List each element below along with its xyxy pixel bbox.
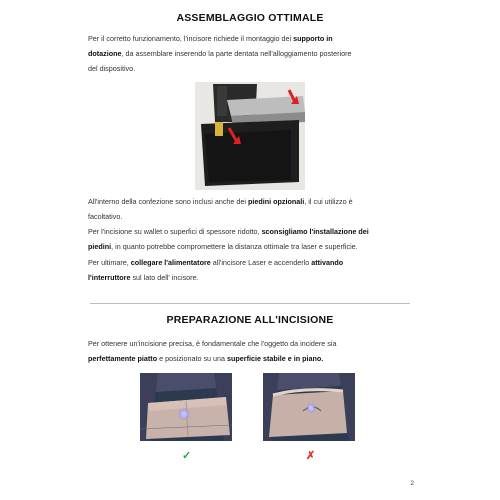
- correct-check-icon: ✓: [182, 450, 192, 462]
- section-heading-preparazione: PREPARAZIONE ALL'INCISIONE: [166, 314, 334, 326]
- text-span: All'interno della confezione sono inclusi anche dei: [88, 197, 248, 206]
- text-span: facoltativo.: [88, 212, 123, 221]
- flat-wallet-photo: [140, 373, 232, 441]
- preparation-paragraph: [88, 336, 414, 366]
- wrong-cross-icon: ✗: [306, 450, 316, 462]
- text-span: sul lato dell' incisore.: [130, 273, 199, 282]
- text-span: e posizionato su una: [157, 354, 228, 363]
- bold-text-span: l'interruttore: [88, 273, 131, 282]
- bold-text-span: superficie stabile e in piano.: [227, 354, 324, 363]
- bold-text-span: sconsigliamo l'installazione dei: [261, 227, 369, 236]
- text-span: , in quanto potrebbe compromettere la distanza ottimale tra laser e superficie.: [111, 242, 358, 251]
- text-span: Per il corretto funzionamento, l'incisore richiede il montaggio dei: [88, 34, 294, 43]
- bold-text-span: collegare l'alimentatore: [130, 258, 211, 267]
- warped-wallet-photo: [263, 373, 355, 441]
- bold-text-span: supporto in: [293, 34, 333, 43]
- power-paragraph: [88, 255, 414, 285]
- page-number: 2: [410, 480, 414, 487]
- text-span: , il cui utilizzo è: [304, 197, 353, 206]
- section-divider: [90, 303, 410, 304]
- text-span: del dispositivo.: [88, 64, 136, 73]
- bold-text-span: piedini opzionali: [248, 197, 305, 206]
- text-span: Per l'incisione su wallet o superfici di spessore ridotto,: [88, 227, 262, 236]
- bold-text-span: dotazione: [88, 49, 122, 58]
- assembly-paragraph: [88, 31, 414, 76]
- text-span: Per ottenere un'incisione precisa, è fondamentale che l'oggetto da incidere sia: [88, 339, 337, 348]
- optional-feet-paragraph: [88, 194, 414, 254]
- bold-text-span: perfettamente piatto: [88, 354, 158, 363]
- text-span: all'incisore Laser e accenderlo: [210, 258, 312, 267]
- bold-text-span: attivando: [311, 258, 344, 267]
- bold-text-span: piedini: [88, 242, 112, 251]
- text-span: , da assemblare inserendo la parte dentata nell'alloggiamento posteriore: [121, 49, 352, 58]
- engraver-support-photo: [195, 82, 305, 190]
- section-heading-assemblaggio: ASSEMBLAGGIO OTTIMALE: [176, 12, 324, 24]
- text-span: Per ultimare,: [88, 258, 131, 267]
